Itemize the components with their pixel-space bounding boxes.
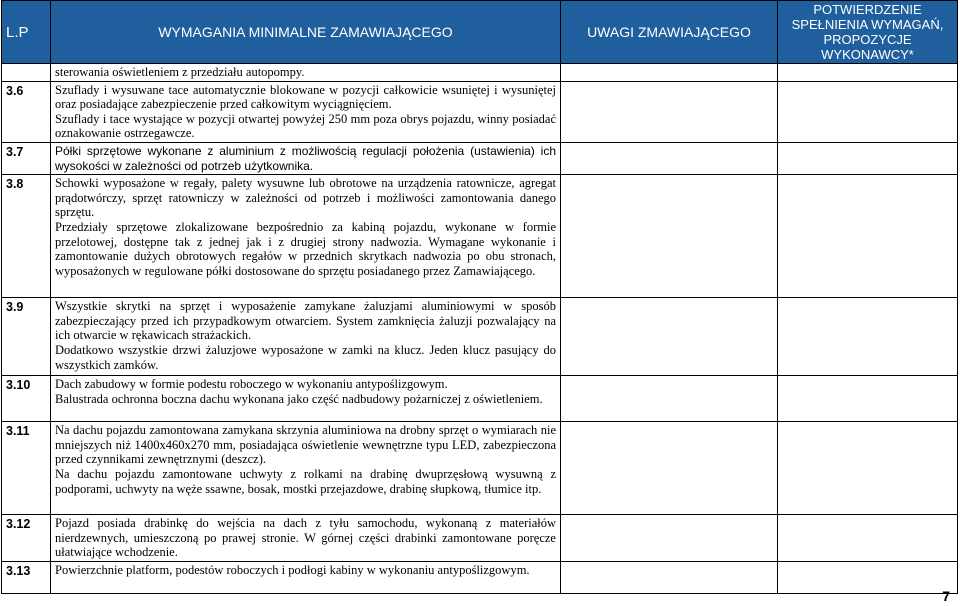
table-row [2, 298, 958, 376]
remarks-cell [561, 298, 778, 376]
header-requirements: WYMAGANIA MINIMALNE ZAMAWIAJĄCEGO [51, 1, 561, 64]
confirmation-cell [778, 561, 958, 593]
table-row [2, 422, 958, 515]
row-number: 3.8 [2, 175, 51, 298]
header-confirmation-line-3: PROPOZYCJE [823, 32, 912, 47]
requirement-paragraph: Pojazd posiada drabinkę do wejścia na dach z tyłu samochodu, wykonaną z materiałów nierdzewnych, umieszczoną po prawej stronie. W górnej części drabinki zamontowane poręcze ułatwiające wchodzenie. [55, 516, 556, 560]
requirement-text [51, 64, 561, 82]
confirmation-cell [778, 376, 958, 422]
row-number [2, 64, 51, 82]
table-row [2, 175, 958, 298]
row-number: 3.9 [2, 298, 51, 376]
confirmation-cell [778, 64, 958, 82]
requirement-paragraph: Dach zabudowy w formie podestu roboczego w wykonaniu antypoślizgowym. [55, 377, 448, 392]
requirements-table [1, 0, 958, 594]
requirement-text [51, 298, 561, 376]
row-number: 3.12 [2, 515, 51, 562]
table-row [2, 376, 958, 422]
requirement-text [51, 376, 561, 422]
confirmation-cell [778, 142, 958, 174]
requirement-paragraph: Na dachu pojazdu zamontowane uchwyty z rolkami na drabinę dwuprzęsłową wysuwną z podporami, uchwyty na węże ssawne, bosak, mostki przejazdowe, drabinę słupkową, tłumice itp. [55, 466, 556, 496]
table-row [2, 81, 958, 142]
table-row [2, 561, 958, 593]
confirmation-cell [778, 515, 958, 562]
remarks-cell [561, 376, 778, 422]
header-confirmation-line-2: SPEŁNIENIA WYMAGAŃ, [791, 17, 944, 32]
requirement-text [51, 81, 561, 142]
row-number: 3.11 [2, 422, 51, 515]
requirement-paragraph: Powierzchnie platform, podestów roboczych i podłogi kabiny w wykonaniu antypoślizgowym. [55, 562, 530, 577]
page-number: 7 [942, 588, 950, 604]
requirement-paragraph: Szuflady i wysuwane tace automatycznie blokowane w pozycji całkowicie wsuniętej i wysuniętej oraz posiadające zabezpieczenie przed całkowitym wyciągnięciem. [55, 82, 556, 112]
requirement-paragraph: Schowki wyposażone w regały, palety wysuwne lub obrotowe na urządzenia ratownicze, agregat prądotwórczy, sprzęt ratowniczy w zależności od potrzeb i możliwości zamontowania danego sprzętu. [55, 176, 556, 220]
requirement-paragraph: Wszystkie skrytki na sprzęt i wyposażenie zamykane żaluzjami aluminiowymi w sposób zabezpieczający przed ich przypadkowym otwarciem. System zamknięcia żaluzji pozwalający na ich otwarcie w rękawicach strażackich. [55, 299, 556, 343]
requirement-text [51, 561, 561, 593]
confirmation-cell [778, 81, 958, 142]
row-number: 3.10 [2, 376, 51, 422]
remarks-cell [561, 142, 778, 174]
remarks-cell [561, 561, 778, 593]
requirement-paragraph: Szuflady i tace wystające w pozycji otwartej powyżej 250 mm poza obrys pojazdu, winny posiadać oznakowanie ostrzegawcze. [55, 111, 556, 141]
remarks-cell [561, 515, 778, 562]
confirmation-cell [778, 422, 958, 515]
requirement-paragraph: Balustrada ochronna boczna dachu wykonana jako część nadbudowy pożarniczej z oświetleniem. [55, 391, 543, 406]
requirement-text [51, 175, 561, 298]
requirement-text [51, 142, 561, 174]
header-confirmation [778, 1, 958, 64]
table-row [2, 64, 958, 82]
requirement-paragraph: Przedziały sprzętowe zlokalizowane bezpośrednio za kabiną pojazdu, wykonane w formie przelotowej, dostępne tak z jednej jak i z drugiej strony nadwozia. Wymagane wykonanie i zamontowanie dużych obrotowych regałów w przednich skrytkach nadwozia po obu stronach, wyposażonych w regulowane półki dostosowane do sprzętu posiadanego przez Zamawiającego. [55, 219, 556, 278]
row-number: 3.7 [2, 142, 51, 174]
confirmation-cell [778, 175, 958, 298]
requirement-text [51, 422, 561, 515]
table-row [2, 515, 958, 562]
requirement-text [51, 515, 561, 562]
row-number: 3.13 [2, 561, 51, 593]
row-number: 3.6 [2, 81, 51, 142]
header-confirmation-line-1: POTWIERDZENIE [813, 2, 922, 17]
requirement-paragraph: Dodatkowo wszystkie drzwi żaluzjowe wyposażone w zamki na klucz. Jeden klucz pasujący do wszystkich zamków. [55, 342, 556, 372]
header-lp: L.P [2, 1, 51, 64]
remarks-cell [561, 64, 778, 82]
table-row [2, 142, 958, 174]
remarks-cell [561, 422, 778, 515]
requirement-paragraph: sterowania oświetleniem z przedziału autopompy. [55, 65, 305, 79]
remarks-cell [561, 81, 778, 142]
requirement-paragraph: Na dachu pojazdu zamontowana zamykana skrzynia aluminiowa na drobny sprzęt o wymiarach nie mniejszych niż 1400x460x270 mm, posiadająca oświetlenie wewnętrzne typu LED, zabezpieczona przed czynnikami zewnętrznymi (deszcz). [55, 423, 556, 467]
remarks-cell [561, 175, 778, 298]
requirement-paragraph: Półki sprzętowe wykonane z aluminium z możliwością regulacji położenia (ustawienia) ich wysokości w zależności od potrzeb użytkownika. [55, 143, 556, 173]
confirmation-cell [778, 298, 958, 376]
header-remarks: UWAGI ZMAWIAJĄCEGO [561, 1, 778, 64]
header-confirmation-line-4: WYKONAWCY* [821, 47, 914, 62]
table-header-row [2, 1, 958, 64]
